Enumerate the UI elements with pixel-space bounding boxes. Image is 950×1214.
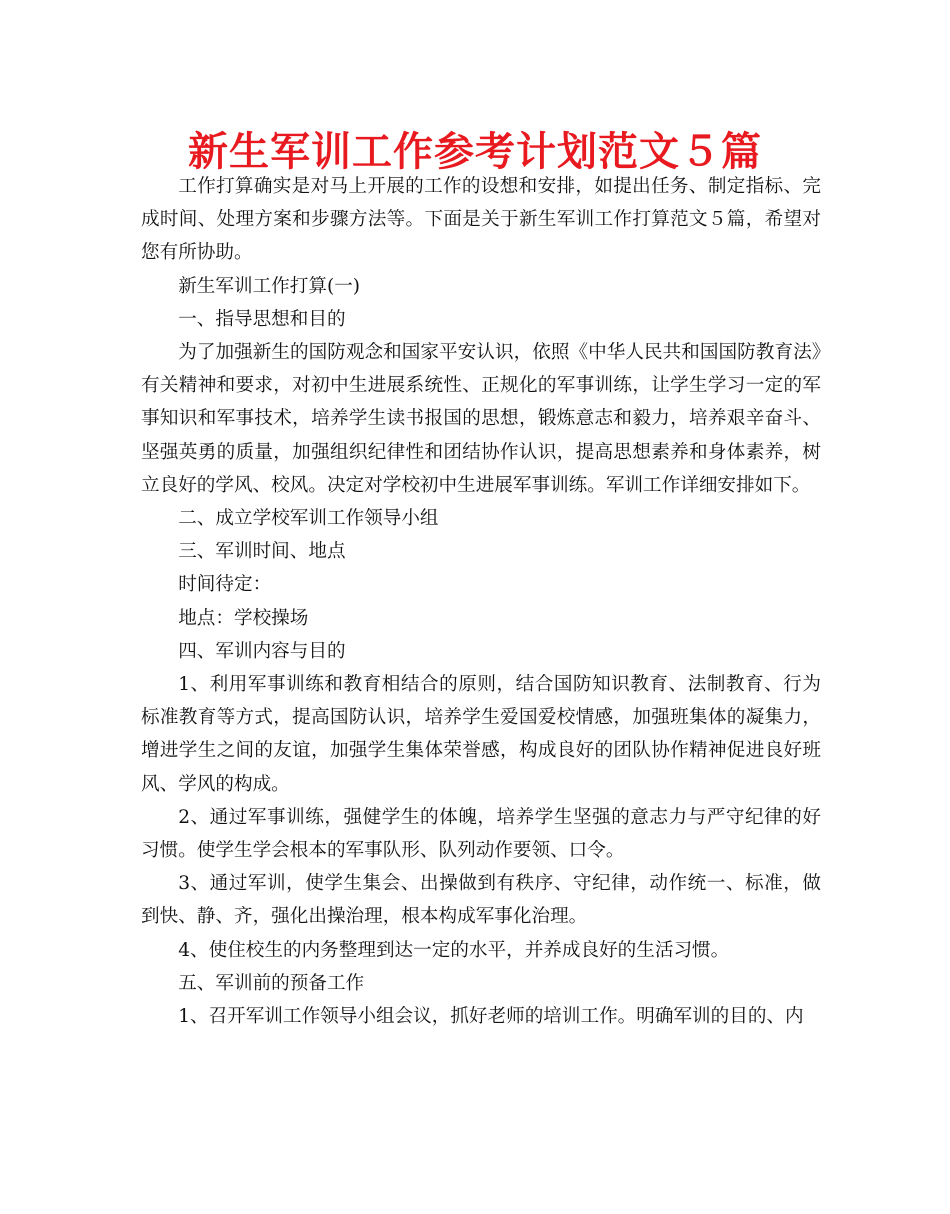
list-item-2: 2、通过军事训练，强健学生的体魄，培养学生坚强的意志力与严守纪律的好习惯。使学生学会根本的军事队形、队列动作要领、口令。 (141, 806, 821, 862)
section-heading-5: 五、军训前的预备工作 (178, 972, 365, 994)
body-paragraph: 为了加强新生的国防观念和国家平安认识，依照《中华人民共和国国防教育法》有关精神和要求，对初中生进展系统性、正规化的军事训练，让学生学习一定的军事知识和军事技术，培养学生读书报国的思想，锻炼意志和毅力，培养艰辛奋斗、坚强英勇的质量，加强组织纪律性和团结协作认识，提高思想素养和身体素养，树立良好的学风、校风。决定对学校初中生进展军事训练。军训工作详细安排如下。 (141, 342, 821, 496)
plan-heading: 新生军训工作打算(一) (178, 275, 361, 297)
section-heading-4: 四、军训内容与目的 (178, 640, 346, 662)
time-line: 时间待定： (178, 574, 272, 596)
intro-paragraph: 工作打算确实是对马上开展的工作的设想和安排，如提出任务、制定指标、完成时间、处理方案和步骤方法等。下面是关于新生军训工作打算范文５篇，希望对您有所协助。 (141, 176, 821, 264)
list-item-5: 1、召开军训工作领导小组会议，抓好老师的培训工作。明确军训的目的、内 (178, 1006, 804, 1028)
section-heading-2: 二、成立学校军训工作领导小组 (178, 508, 439, 530)
section-heading-3: 三、军训时间、地点 (178, 541, 346, 563)
document-title: 新生军训工作参考计划范文５篇 (188, 129, 762, 175)
section-heading-1: 一、指导思想和目的 (178, 308, 346, 330)
location-line: 地点：学校操场 (178, 607, 309, 629)
list-item-4: 4、使住校生的内务整理到达一定的水平，并养成良好的生活习惯。 (178, 939, 730, 961)
list-item-3: 3、通过军训，使学生集会、出操做到有秩序、守纪律，动作统一、标准，做到快、静、齐，强化出操治理，根本构成军事化治理。 (141, 873, 821, 928)
list-item-1: 1、利用军事训练和教育相结合的原则，结合国防知识教育、法制教育、行为标准教育等方式，提高国防认识，培养学生爱国爱校情感，加强班集体的凝集力，增进学生之间的友谊，加强学生集体荣誉感，构成良好的团队协作精神促进良好班风、学风的构成。 (141, 674, 821, 795)
document-body (141, 170, 821, 1033)
